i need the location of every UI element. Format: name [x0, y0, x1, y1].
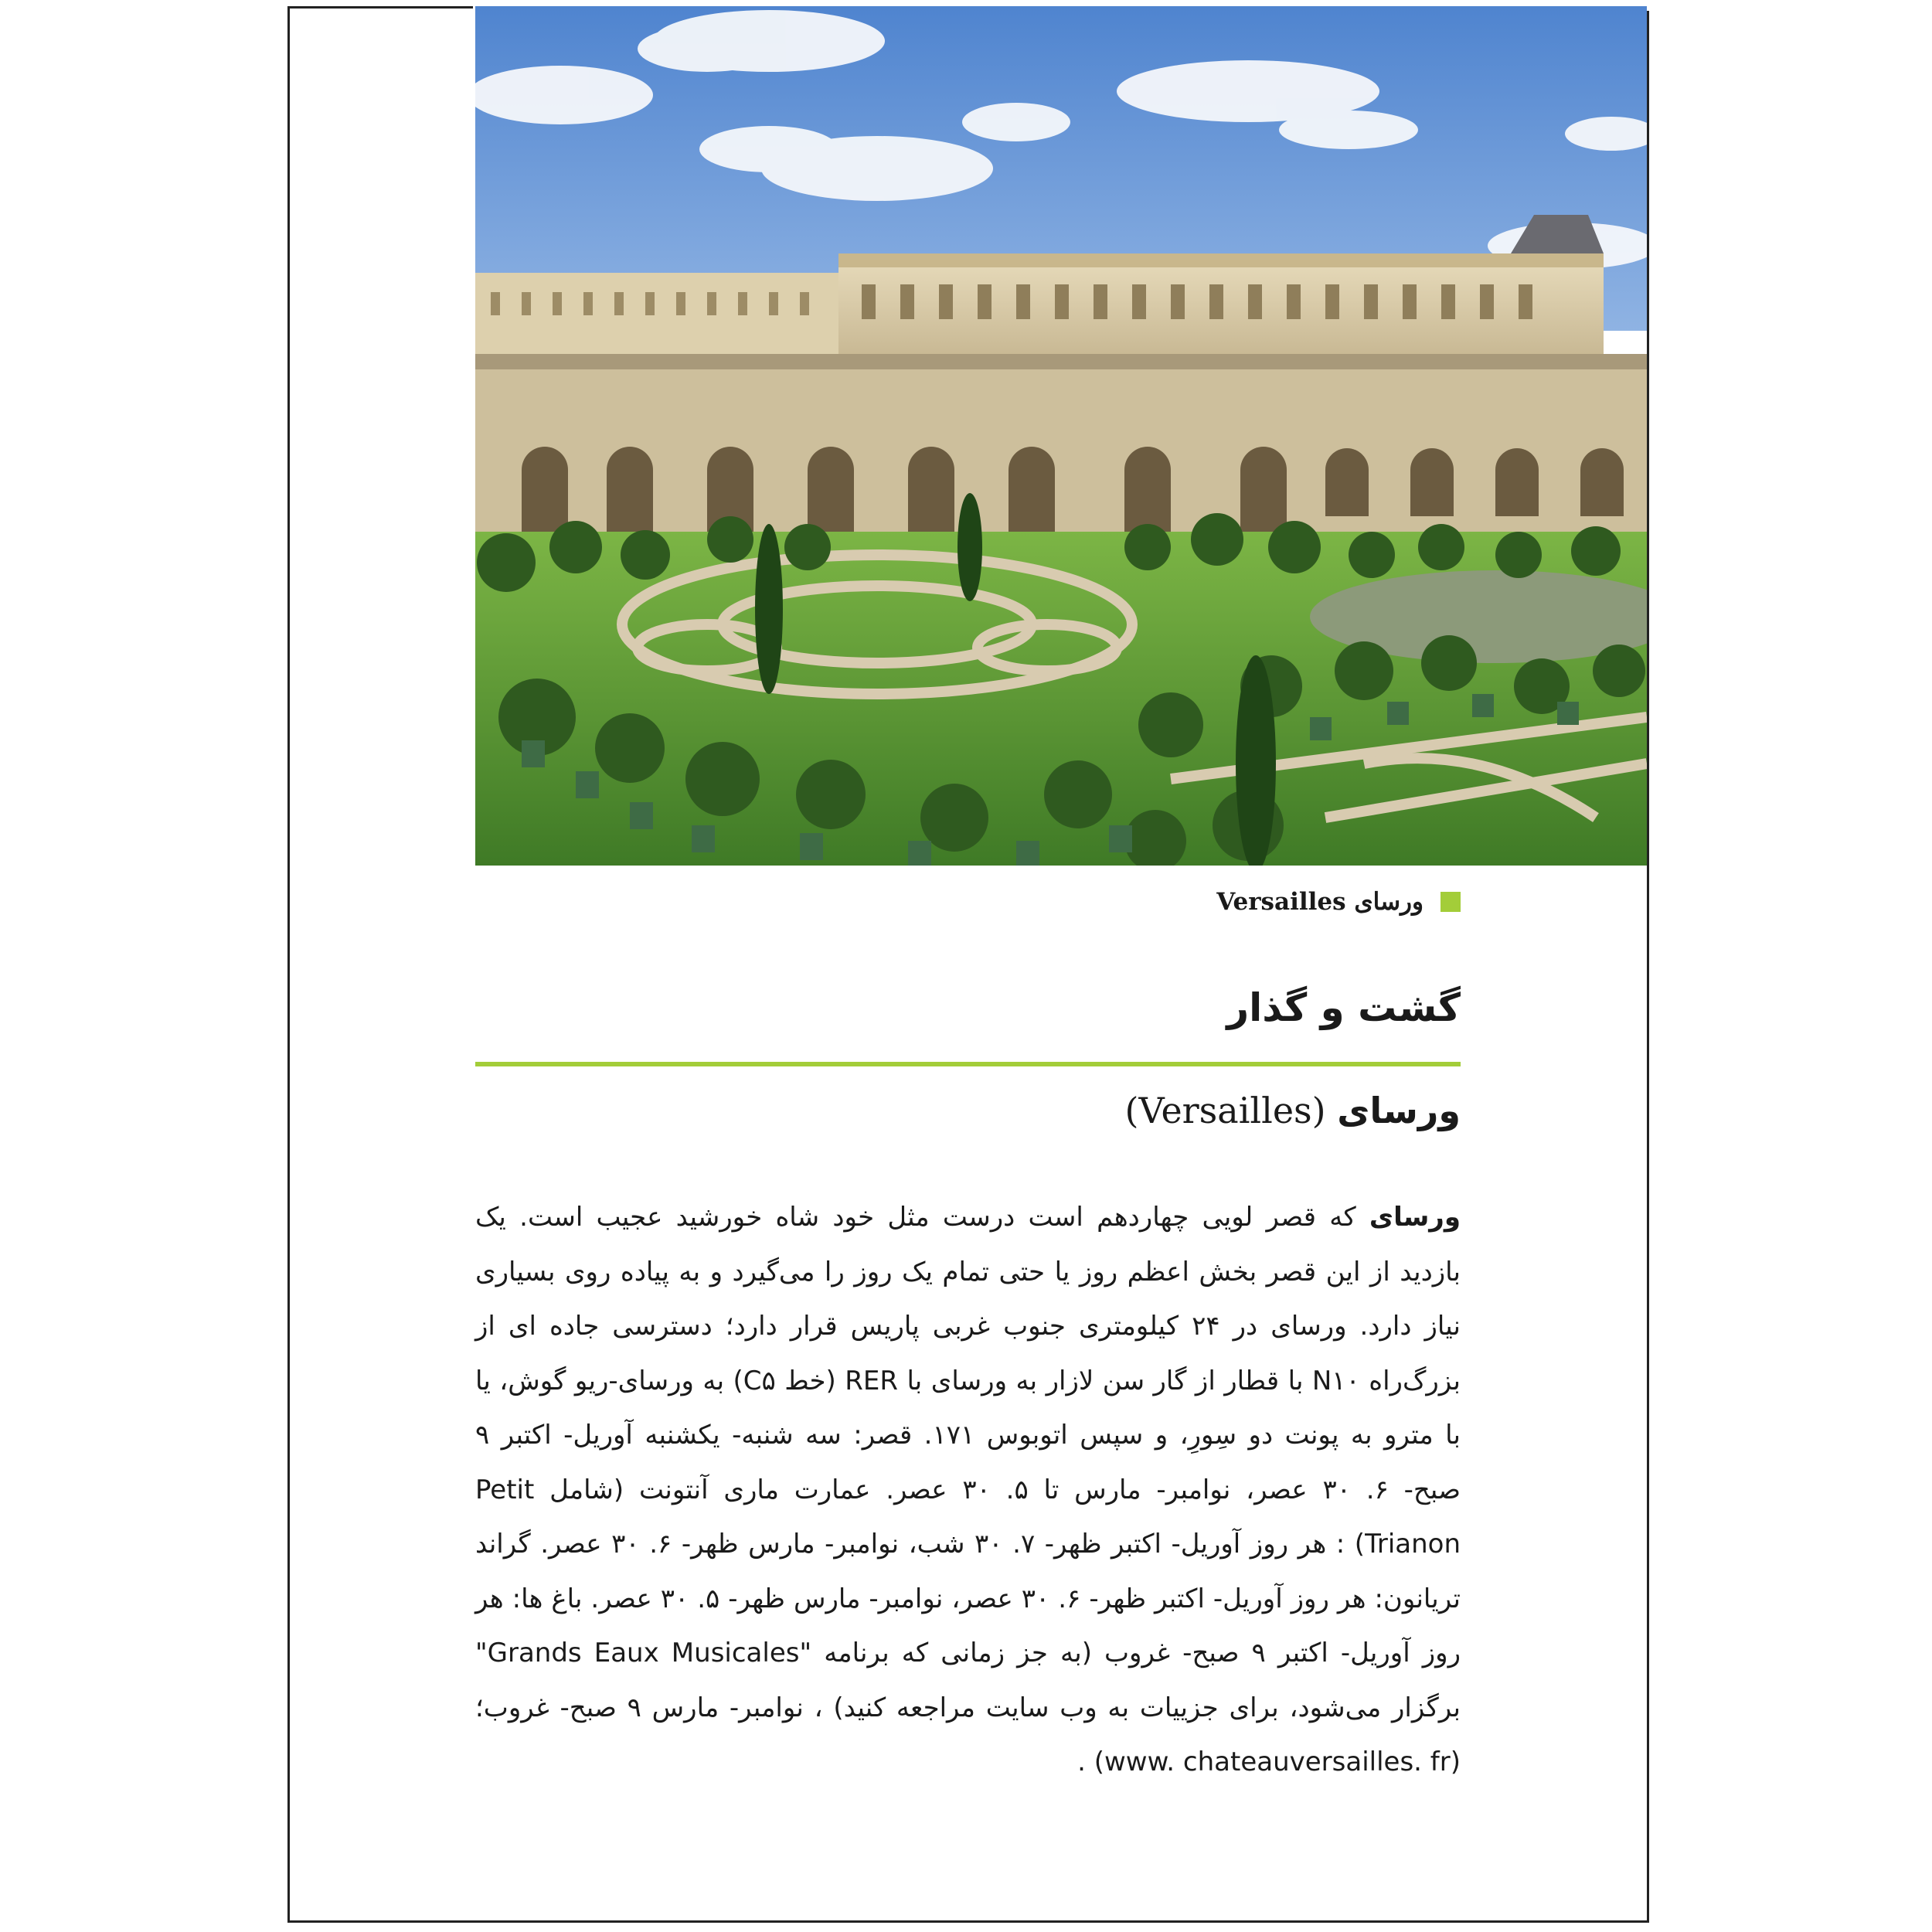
body-paragraph: که قصر لویی چهاردهم است درست مثل خود شاه خورشید عجیب است. یک بازدید از این قصر بخش اعظم روز یا حتی تمام یک روز را می‌گیرد و به پیاده روی بسیاری نیاز دارد. ورسای در ۲۴ کیلومتری جنوب غربی پاریس قرار دارد؛ دسترسی جاده ای از بزرگ‌راه N۱۰ با قطار از گار سن لازار به ورسای با RER (خط C۵) به ورسای-ریو گوش، یا با مترو به پونت دو سِورِ، و سپس اتوبوس ۱۷۱. قصر: سه شنبه- یکشنبه آوریل- اکتبر ۹ صبح- ۶. ۳۰ عصر، نوامبر- مارس تا ۵. ۳۰ عصر. عمارت ماری آنتونت (شامل Petit Trianon) : هر روز آوریل- اکتبر ظهر- ۷. ۳۰ شب، نوامبر- مارس ظهر- ۶. ۳۰ عصر. گراند تریانون: هر روز آوریل- اکتبر ظهر- ۶. ۳۰ عصر، نوامبر- مارس ظهر- ۵. ۳۰ عصر. باغ ها: هر روز آوریل- اکتبر ۹ صبح- غروب (به جز زمانی که برنامه "Grands Eaux Musicales" برگزار می‌شود، برای جزییات به وب سایت مراجعه کنید) ، نوامبر- مارس ۹ صبح- غروب؛ (www. chateauversailles. fr) . — [475, 1202, 1461, 1777]
section-divider — [475, 1062, 1461, 1066]
versailles-photo — [475, 6, 1647, 866]
heading-persian: ورسای — [1337, 1090, 1461, 1131]
heading-latin: (Versailles) — [1124, 1090, 1326, 1131]
section-title: گشت و گذار — [1226, 985, 1461, 1030]
article-body — [475, 1190, 1461, 1790]
photo-caption — [475, 883, 1461, 921]
article-heading — [475, 1090, 1461, 1131]
body-lead-word: ورسای — [1369, 1202, 1461, 1233]
caption-text: ورسای Versailles — [1216, 888, 1423, 916]
caption-bullet-icon — [1440, 892, 1461, 912]
